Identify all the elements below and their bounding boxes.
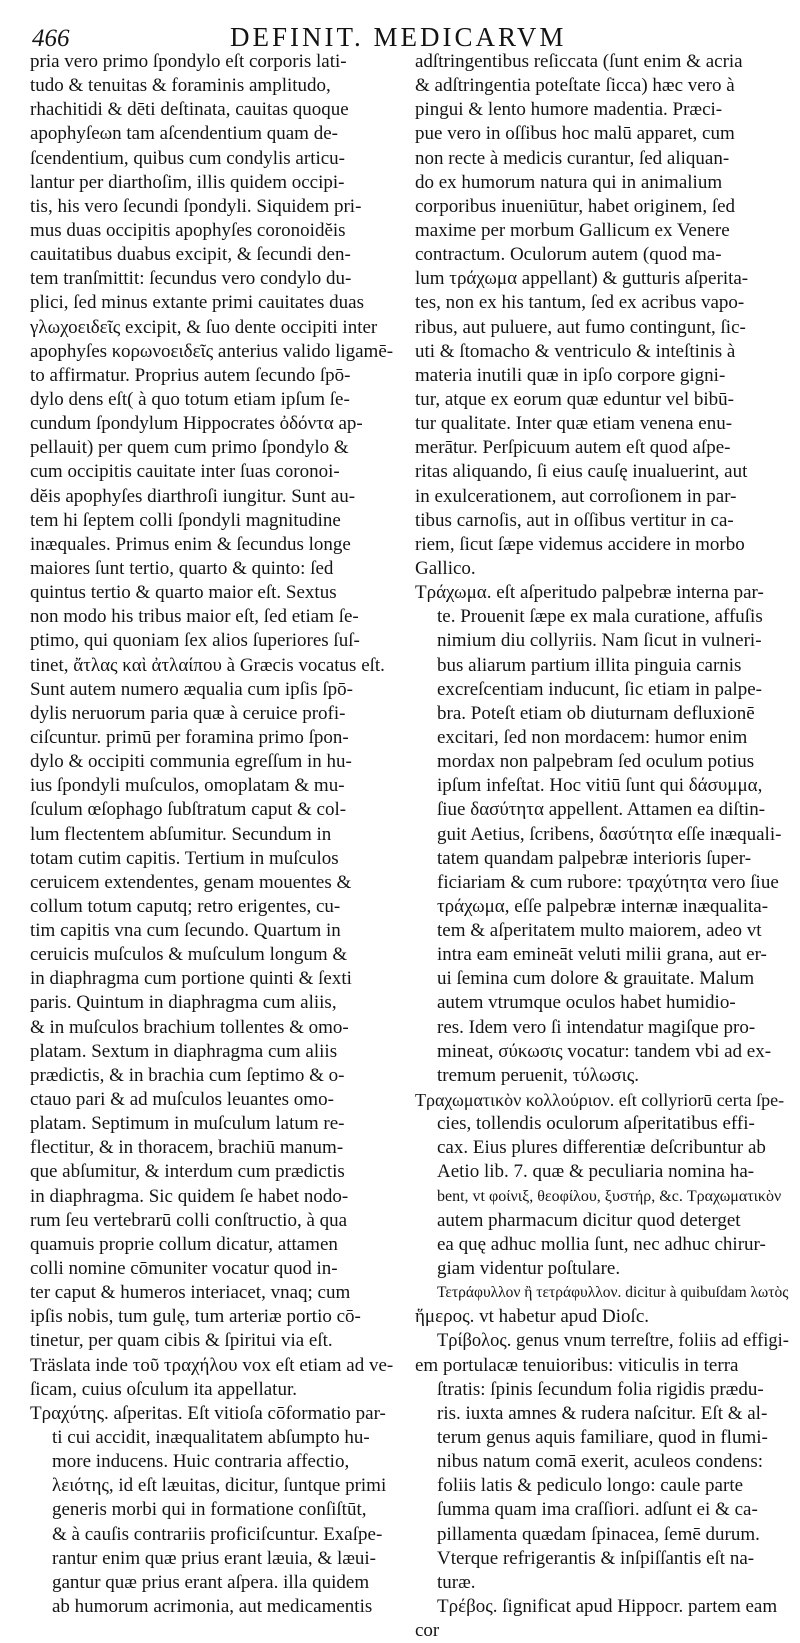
left-column-line: ſcendentium, quibus cum condylis articu-	[30, 147, 346, 169]
right-column-line: tatem quandam palpebræ interioris ſuper-	[437, 847, 752, 869]
left-column-line: tem tranſmittit: ſecundus vero condylo du-	[30, 268, 352, 290]
left-column-line: tem hi ſeptem colli ſpondyli magnitudine	[30, 509, 341, 531]
right-column-line: bus aliarum partium illita pinguia carnis	[437, 654, 742, 676]
right-column-line: do ex humorum natura qui in animalium	[415, 171, 723, 193]
left-column-line: quintus tertio & quarto maior eſt. Sextus	[30, 582, 337, 604]
right-column-line: Τρέβος. ſignificat apud Hippocr. partem eam	[437, 1596, 778, 1617]
right-column-line: bent, vt φοίνιξ, θεοφίλου, ξυστήρ, &c. Τραχωματικὸν	[437, 1187, 782, 1205]
left-column-line: platam. Septimum in muſculum latum re-	[30, 1113, 345, 1135]
left-column-line: mus duas occipitis apophyſes coronoidĕis	[30, 219, 346, 241]
left-column-line: more inducens. Huic contraria affectio,	[52, 1451, 350, 1473]
left-column-line: ipſis nobis, tum gulę, tum arteriæ portio cō-	[30, 1306, 361, 1328]
right-column-line: tur, atque ex eorum quæ eduntur vel bibū-	[415, 388, 734, 410]
right-column-line: ſumma quam ima craſſiori. adſunt ei & ca-	[437, 1499, 758, 1521]
right-column-line: τράχωμα, eſſe palpebræ internæ inæqualita-	[437, 895, 769, 917]
right-column-line: pingui & lento humore madentia. Præci-	[415, 99, 723, 121]
left-column-line: ceruicis muſculos & muſculum longum &	[30, 944, 348, 966]
page-number: 466	[32, 25, 70, 52]
right-column-line: turæ.	[437, 1571, 476, 1593]
left-column-line: colli nomine cōmuniter vocatur quod in-	[30, 1258, 338, 1280]
right-column-line: contractum. Oculorum autem (quod ma-	[415, 244, 722, 266]
left-column-line: ſicam, cuius oſculum ita appellatur.	[30, 1378, 297, 1400]
right-column-line: res. Idem vero ſi intendatur magiſque pro-	[437, 1016, 756, 1038]
right-column-line: Τρίβολος. genus vnum terreſtre, foliis ad effigi-	[437, 1331, 789, 1352]
left-column-line: totam cutim capitis. Tertium in muſculos	[30, 847, 339, 869]
left-column-line: ti cui accidit, inæqualitatem abſumpto hu-	[52, 1427, 370, 1449]
left-column-line: maiores ſunt tertio, quarto & quinto: ſed	[30, 557, 334, 579]
left-column-line: ptimo, qui quoniam ſex alios ſuperiores ſuſ-	[30, 630, 360, 652]
right-column-line: nimium diu collyriis. Nam ſicut in vulneri-	[437, 630, 762, 652]
right-column-line: ſiue δασύτητα appellent. Attamen ea diſtin-	[437, 799, 766, 821]
right-column-line: em portulacæ tenuioribus: viticulis in terra	[415, 1354, 739, 1376]
right-column-line: pue vero in oſſibus hoc malū apparet, cum	[415, 123, 735, 145]
left-column-line: γλωχοειδεῖς excipit, & ſuo dente occipiti inter	[30, 316, 378, 338]
left-column-line: ceruicem extendentes, genam mouentes &	[30, 871, 352, 893]
right-column-line: adſtringentibus reſiccata (ſunt enim & acria	[415, 51, 743, 72]
left-column-line: tudo & tenuitas & foraminis amplitudo,	[30, 75, 331, 97]
left-column-line: tinet, ἄτλας καὶ ἀτλαίπου à Græcis vocatus eſt.	[30, 654, 385, 676]
right-column-line: autem pharmacum dicitur quod deterget	[437, 1209, 741, 1231]
left-column-line: plici, ſed minus extante primi cauitates duas	[30, 292, 364, 314]
right-column-line: ribus, aut puluere, aut fumo contingunt, ſic-	[415, 316, 746, 338]
right-column-line: excreſcentiam inducunt, ſic etiam in palpe-	[437, 678, 762, 700]
left-column-line: in diaphragma. Sic quidem ſe habet nodo-	[30, 1185, 349, 1207]
right-column-line: mordax non palpebram ſed oculum potius	[437, 751, 755, 773]
right-column-line: maxime per morbum Gallicum ex Venere	[415, 219, 730, 241]
left-column-line: gantur quæ prius erant aſpera. illa quidem	[52, 1571, 370, 1593]
left-column-line: inæquales. Primus enim & ſecundus longe	[30, 533, 351, 555]
left-column-line: generis morbi qui in formatione conſiſtūt,	[52, 1499, 367, 1521]
left-column-line: paris. Quintum in diaphragma cum aliis,	[30, 992, 337, 1014]
right-column-line: bra. Poteſt etiam ob diuturnam defluxionē	[437, 702, 755, 724]
right-column-line: excitari, ſed non mordacem: humor enim	[437, 726, 748, 748]
right-column-line: pillamenta quædam ſpinacea, ſemē durum.	[437, 1523, 760, 1545]
left-column-line: dĕis apophyſes diarthroſi iungitur. Sunt au-	[30, 485, 356, 507]
right-column-line: giam videntur poſtulare.	[437, 1258, 621, 1280]
left-column-line: ſculum œſophago ſubſtratum caput & col-	[30, 799, 347, 821]
left-column	[30, 50, 400, 1619]
left-column-line: & à cauſis contrariis proficiſcuntur. Exaſpe-	[52, 1523, 383, 1545]
right-column	[415, 50, 790, 1643]
left-column-line: ab humorum acrimonia, aut medicamentis	[52, 1596, 373, 1617]
left-column-line: dylo & occipiti communia egreſſum in hu-	[30, 751, 352, 773]
left-column-line: lum flectentem abſumitur. Secundum in	[30, 823, 332, 845]
right-column-line: riem, ſicut ſæpe videmus accidere in morbo	[415, 533, 745, 555]
right-column-line: in exulcerationem, aut corroſionem in par-	[415, 485, 737, 507]
running-header: DEFINIT. MEDICARVM	[230, 22, 567, 52]
right-column-line: te. Prouenit ſæpe ex mala curatione, affuſis	[437, 606, 763, 628]
left-column-line: platam. Sextum in diaphragma cum aliis	[30, 1040, 338, 1062]
left-column-line: que abſumitur, & interdum cum prædictis	[30, 1161, 345, 1183]
right-column-line: tur qualitate. Inter quæ etiam venena enu-	[415, 413, 733, 435]
right-column-line: uti & ſtomacho & ventriculo & inteſtinis à	[415, 340, 736, 362]
left-column-line: collum totum caputq; retro erigentes, cu-	[30, 895, 341, 917]
right-column-line: ris. iuxta amnes & rudera naſcitur. Eſt & al-	[437, 1402, 768, 1424]
left-column-line: rum ſeu vertebrarū colli conſtructio, à qua	[30, 1209, 348, 1231]
right-column-line: corporibus inueniūtur, habet originem, ſed	[415, 195, 736, 217]
right-column-line: nibus natum comā exerit, aculeos condens:	[437, 1451, 764, 1473]
left-column-line: Τραχύτης. aſperitas. Eſt vitioſa cōformatio par-	[30, 1402, 386, 1424]
right-column-line: lum τράχωμα appellant) & gutturis aſperita-	[415, 268, 749, 290]
left-column-line: Sunt autem numero æqualia cum ipſis ſpō-	[30, 678, 353, 700]
left-column-line: & in muſculos brachium tollentes & omo-	[30, 1016, 349, 1038]
right-column-line: tem & aſperitatem multo maiorem, adeo vt	[437, 920, 762, 942]
left-column-line: dylo dens eſt( à quo totum etiam ipſum ſe-	[30, 388, 350, 410]
left-column-line: tis, his vero ſecundi ſpondyli. Siquidem pri-	[30, 195, 362, 217]
left-column-line: cum occipitis cauitate inter ſuas coronoi-	[30, 461, 340, 483]
right-column-line: ui ſemina cum dolore & grauitate. Malum	[437, 968, 755, 990]
left-column-line: in diaphragma cum portione quinti & ſexti	[30, 968, 352, 990]
left-column-line: ius ſpondyli muſculos, omoplatam & mu-	[30, 775, 345, 797]
right-column-line: intra eam emineāt veluti milii grana, aut er-	[437, 944, 767, 966]
right-column-line: foliis latis & pediculo longo: caule parte	[437, 1475, 744, 1497]
right-column-line: tremum peruenit, τύλωσις.	[437, 1064, 639, 1086]
right-column-line: ſtratis: ſpinis ſecundum folia rigidis prædu-	[437, 1378, 764, 1400]
right-column-line: Aetio lib. 7. quæ & peculiaria nomina ha-	[437, 1161, 755, 1183]
left-column-line: ciſcuntur. primū per foramina primo ſpon-	[30, 726, 349, 748]
left-column-line: apophyſeωn tam aſcendentium quam de-	[30, 123, 338, 145]
right-column-line: ea quę adhuc mollia ſunt, nec adhuc chirur-	[437, 1233, 766, 1255]
right-column-line: ritas aliquando, ſi eius cauſę inualuerint, aut	[415, 461, 748, 483]
left-column-line: prædictis, & in brachia cum ſeptimo & o-	[30, 1064, 345, 1086]
left-column-line: rhachitidi & dēti deſtinata, cauitas quoque	[30, 99, 349, 121]
left-column-line: lantur per diarthoſim, illis quidem occipi-	[30, 171, 345, 193]
left-column-line: cundum ſpondylum Hippocrates ὀδόντα ap-	[30, 413, 363, 435]
left-column-line: ter caput & humeros interiacet, vnaq; cum	[30, 1282, 351, 1304]
right-column-line: guit Aetius, ſcribens, δασύτητα eſſe inæquali-	[437, 823, 782, 845]
left-column-line: tim capitis vna cum ſecundo. Quartum in	[30, 920, 341, 942]
right-column-line: ficiariam & cum rubore: τραχύτητα vero ſiue	[437, 871, 779, 893]
right-column-line: Gallico.	[415, 557, 476, 579]
left-column-line: cauitatibus duabus excipit, & ſecundi den-	[30, 244, 351, 266]
left-column-line: quamuis proprie collum dicatur, attamen	[30, 1233, 338, 1255]
left-column-line: dylis neruorum paria quæ à ceruice profi-	[30, 702, 346, 724]
left-column-line: rantur enim quæ prius erant læuia, & læui-	[52, 1547, 377, 1569]
left-column-line: pellauit) per quem cum primo ſpondylo &	[30, 437, 349, 459]
left-column-line: Träslata inde τοῦ τραχήλου vox eſt etiam ad ve-	[30, 1354, 394, 1376]
right-column-line: Τραχωματικὸν κολλούριον. eſt collyriorū certa ſpe-	[415, 1090, 785, 1111]
right-column-line: tibus carnoſis, aut in oſſibus vertitur in ca-	[415, 509, 734, 531]
right-column-line: cor	[415, 1620, 440, 1642]
left-column-line: apophyſes κορωνοειδεῖς anterius valido ligamē-	[30, 340, 394, 362]
left-column-line: pria vero primo ſpondylo eſt corporis lati-	[30, 51, 347, 72]
right-column-line: Vterque refrigerantis & inſpiſſantis eſt na-	[437, 1547, 755, 1569]
right-column-line: & adſtringentia poteſtate ſicca) hæc vero à	[415, 75, 735, 97]
right-column-line: Τράχωμα. eſt aſperitudo palpebræ interna par-	[415, 582, 764, 604]
left-column-line: ctauo pari & ad muſculos leuantes omo-	[30, 1089, 334, 1111]
right-column-line: cax. Eius plures differentiæ deſcribuntur ab	[437, 1137, 766, 1159]
left-column-line: tinetur, per quam cibis & ſpiritui via eſt.	[30, 1330, 333, 1352]
right-column-line: ἥμερος. vt habetur apud Dioſc.	[415, 1306, 650, 1328]
right-column-line: merātur. Perſpicuum autem eſt quod aſpe-	[415, 437, 731, 459]
right-column-line: ipſum infeſtat. Hoc vitiū ſunt qui δάσυμμα,	[437, 775, 763, 797]
right-column-line: Τετράφυλλον ἢ τετράφυλλον. dicitur à quibuſdam λωτὸς	[437, 1284, 789, 1302]
right-column-line: cies, tollendis oculorum aſperitatibus effi-	[437, 1113, 755, 1135]
right-column-line: tes, non ex his tantum, ſed ex acribus vapo-	[415, 292, 745, 314]
right-column-line: mineat, σύκωσις vocatur: tandem vbi ad ex-	[437, 1040, 772, 1062]
right-column-line: autem vtrumque oculos habet humidio-	[437, 992, 736, 1014]
right-column-line: materia inutili quæ in ipſo corpore gigni-	[415, 364, 726, 386]
right-column-line: terum genus aquis familiare, quod in flumi-	[437, 1427, 768, 1449]
left-column-line: flectitur, & in thoracem, brachiū manum-	[30, 1137, 344, 1159]
left-column-line: to affirmatur. Proprius autem ſecundo ſpō-	[30, 364, 351, 386]
right-column-line: non recte à medicis curantur, ſed aliquan-	[415, 147, 730, 169]
left-column-line: λειότης, id eſt læuitas, dicitur, ſuntque primi	[52, 1475, 387, 1497]
left-column-line: non modo his tribus maior eſt, ſed etiam ſe-	[30, 606, 359, 628]
